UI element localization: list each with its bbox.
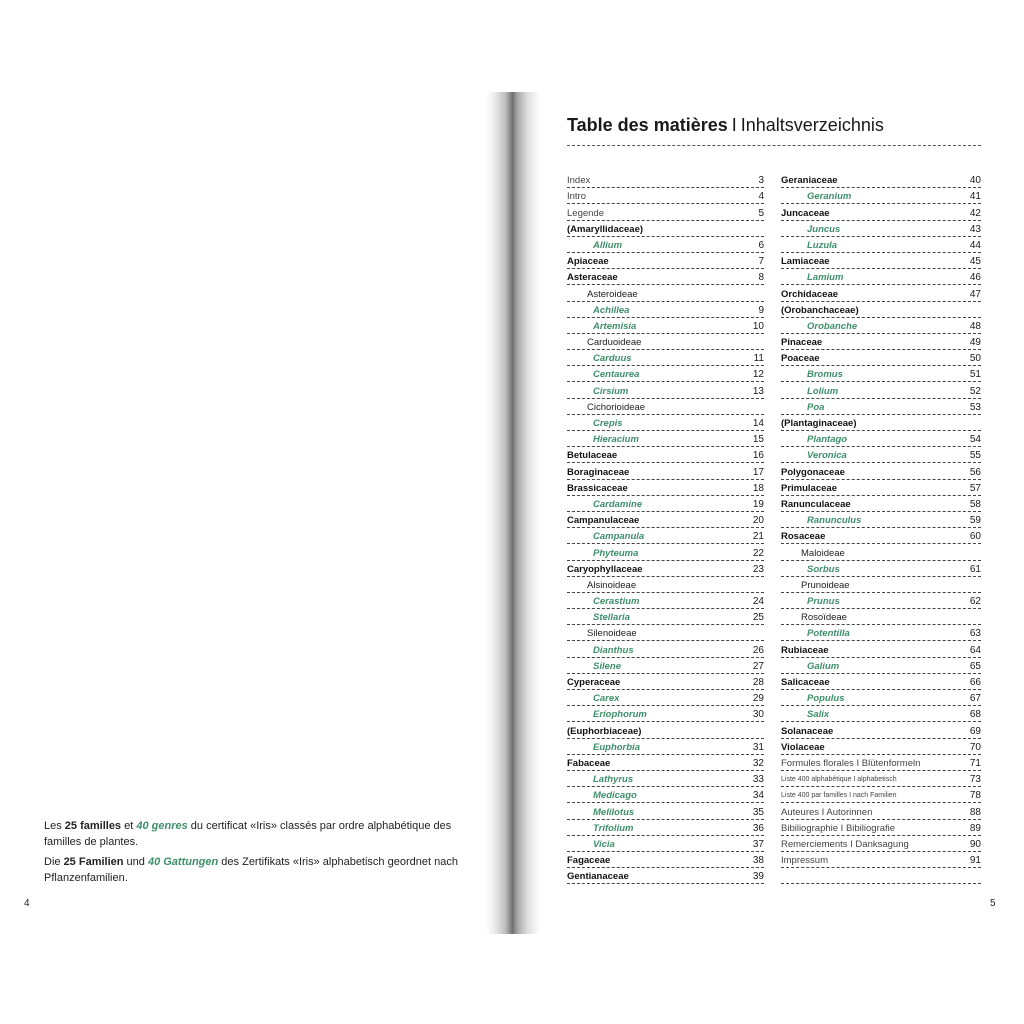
toc-entry-label: Betulaceae [567, 450, 618, 462]
toc-entry-label: Poaceae [781, 353, 820, 365]
toc-entry[interactable] [567, 204, 764, 220]
toc-entry[interactable] [781, 577, 981, 593]
toc-entry[interactable] [567, 706, 764, 722]
toc-entry[interactable] [567, 463, 764, 479]
toc-entry[interactable] [781, 528, 981, 544]
toc-entry-page: 41 [969, 191, 981, 203]
toc-entry-page: 56 [969, 466, 981, 478]
toc-entry[interactable] [781, 221, 981, 237]
toc-entry-label: Juncaceae [781, 207, 830, 219]
toc-entry-page: 52 [969, 385, 981, 397]
toc-entry[interactable] [781, 302, 981, 318]
toc-entry-page: 36 [752, 822, 764, 834]
toc-entry-label: Carduus [593, 353, 632, 365]
toc-entry-label: Intro [567, 191, 587, 203]
toc-entry[interactable] [781, 739, 981, 755]
toc-entry-label: Gentianaceae [567, 871, 629, 883]
toc-entry[interactable] [567, 771, 764, 787]
toc-entry-label: Bromus [807, 369, 843, 381]
toc-entry-label: Legende [567, 207, 604, 219]
toc-entry-label: Asteraceae [567, 272, 618, 284]
toc-entry-page: 16 [752, 450, 764, 462]
toc-entry[interactable] [781, 366, 981, 382]
toc-entry-page: 25 [752, 612, 764, 624]
intro-fr-part: du certificat «Iris» classés par ordre alphabétique des familles de plantes. [44, 820, 452, 848]
intro-de-part: Die [44, 856, 64, 868]
toc-entry-label: Vicia [593, 838, 615, 850]
toc-entry-label: (Euphorbiaceae) [567, 725, 642, 737]
toc-entry-page: 43 [969, 223, 981, 235]
toc-entry-page: 44 [969, 239, 981, 251]
toc-entry-page: 60 [969, 531, 981, 543]
toc-entry[interactable] [781, 593, 981, 609]
toc-entry-label: Salix [807, 709, 830, 721]
toc-entry-label: Impressum [781, 855, 828, 867]
toc-entry-page: 27 [752, 660, 764, 672]
toc-entry-label: Potentilla [807, 628, 850, 640]
toc-entry[interactable] [781, 269, 981, 285]
toc-entry[interactable] [781, 237, 981, 253]
toc-entry[interactable] [781, 350, 981, 366]
toc-entry-page: 78 [969, 790, 981, 802]
book-gutter-shadow-right [512, 92, 540, 934]
toc-entry-page: 3 [758, 175, 764, 187]
toc-entry-page: 24 [752, 596, 764, 608]
toc-entry-label: Melilotus [593, 806, 635, 818]
toc-entry-page: 35 [752, 806, 764, 818]
toc-entry-label: Apiaceae [567, 256, 609, 268]
toc-entry-page: 10 [752, 320, 764, 332]
toc-entry[interactable] [781, 399, 981, 415]
left-page [0, 92, 512, 934]
toc-entry[interactable] [567, 431, 764, 447]
toc-entry-page: 69 [969, 725, 981, 737]
toc-entry[interactable] [567, 836, 764, 852]
title-divider [567, 145, 981, 146]
toc-entry-label: Phyteuma [593, 547, 639, 559]
toc-entry-page: 23 [752, 563, 764, 575]
toc-entry-label: Fabaceae [567, 757, 611, 769]
toc-entry[interactable] [781, 836, 981, 852]
toc-entry-label: Bibiliographie I Bibiliografie [781, 822, 896, 834]
toc-entry[interactable] [781, 803, 981, 819]
toc-entry[interactable] [781, 706, 981, 722]
toc-entry-label: (Orobanchaceae) [781, 304, 859, 316]
toc-entry-page: 67 [969, 693, 981, 705]
toc-entry-label: Caryophyllaceae [567, 563, 643, 575]
toc-entry[interactable] [567, 787, 764, 803]
toc-entry[interactable] [567, 544, 764, 560]
toc-entry-label: Silene [593, 660, 621, 672]
toc-entry[interactable] [567, 172, 764, 188]
toc-entry[interactable] [567, 447, 764, 463]
toc-entry-label: Lathyrus [593, 774, 634, 786]
toc-entry[interactable] [781, 496, 981, 512]
toc-entry[interactable] [781, 771, 981, 787]
toc-entry[interactable] [781, 820, 981, 836]
toc-entry[interactable] [567, 755, 764, 771]
toc-entry-page: 26 [752, 644, 764, 656]
toc-entry-page: 33 [752, 774, 764, 786]
toc-title-separator: I [731, 115, 737, 135]
toc-entry-page: 30 [752, 709, 764, 721]
toc-entry-label: Remerciements I Danksagung [781, 838, 909, 850]
toc-title [567, 115, 884, 136]
toc-entry-page: 8 [758, 272, 764, 284]
toc-entry-label: Fagaceae [567, 855, 611, 867]
toc-entry[interactable] [781, 172, 981, 188]
toc-entry[interactable] [781, 188, 981, 204]
toc-entry-page: 47 [969, 288, 981, 300]
toc-entry-label: Lamium [807, 272, 844, 284]
toc-entry-page: 64 [969, 644, 981, 656]
toc-entry-label: Luzula [807, 239, 838, 251]
toc-entry-page: 50 [969, 353, 981, 365]
toc-entry[interactable] [567, 496, 764, 512]
toc-entry-label: Dianthus [593, 644, 634, 656]
toc-entry[interactable] [781, 625, 981, 641]
toc-entry-page: 37 [752, 838, 764, 850]
toc-entry[interactable] [567, 382, 764, 398]
toc-entry-page: 13 [752, 385, 764, 397]
toc-entry-page: 68 [969, 709, 981, 721]
toc-entry-page: 90 [969, 838, 981, 850]
toc-entry-page: 58 [969, 498, 981, 510]
toc-entry[interactable] [781, 609, 981, 625]
toc-entry-label: Lolium [807, 385, 839, 397]
toc-entry[interactable] [781, 318, 981, 334]
toc-entry[interactable] [567, 221, 764, 237]
toc-entry[interactable] [567, 512, 764, 528]
toc-entry[interactable] [567, 690, 764, 706]
intro-fr-part: et [121, 820, 137, 832]
toc-entry-page: 7 [758, 256, 764, 268]
toc-entry-label: Juncus [807, 223, 841, 235]
toc-entry-label: Maloideae [801, 547, 845, 559]
toc-entry-page: 57 [969, 482, 981, 494]
toc-entry-label: Poa [807, 401, 825, 413]
toc-entry-page: 4 [758, 191, 764, 203]
toc-entry-page: 48 [969, 320, 981, 332]
toc-entry-label: Crepis [593, 418, 623, 429]
toc-entry-label: Campanula [593, 531, 645, 543]
toc-entry[interactable] [567, 852, 764, 868]
toc-entry[interactable] [567, 739, 764, 755]
toc-entry-page: 42 [969, 207, 981, 219]
toc-entry-label: Veronica [807, 450, 847, 462]
toc-entry-label: Boraginaceae [567, 466, 630, 478]
toc-entry[interactable] [781, 204, 981, 220]
toc-entry-label: (Amaryllidaceae) [567, 223, 644, 235]
toc-entry[interactable] [781, 382, 981, 398]
toc-entry[interactable] [567, 577, 764, 593]
toc-entry-label: Hieracium [593, 434, 639, 446]
toc-entry-label: Cardamine [593, 498, 643, 510]
toc-entry-page: 14 [752, 418, 764, 429]
toc-entry-page: 49 [969, 337, 981, 349]
toc-column-left [567, 172, 764, 884]
intro-fr-genera: 40 genres [136, 820, 188, 832]
toc-entry[interactable] [567, 366, 764, 382]
toc-entry-page: 31 [752, 741, 764, 753]
toc-entry-page: 20 [752, 515, 764, 527]
toc-entry-label: Cirsium [593, 385, 629, 397]
toc-entry-label: Liste 400 par familles I nach Familien [781, 792, 897, 800]
toc-entry-page: 45 [969, 256, 981, 268]
toc-entry-page: 63 [969, 628, 981, 640]
toc-entry-label: Centaurea [593, 369, 640, 381]
toc-entry[interactable] [781, 674, 981, 690]
toc-entry-label: Auteures I Autorinnen [781, 806, 873, 818]
toc-entry-label: Allium [593, 239, 623, 251]
toc-entry-page: 91 [969, 855, 981, 867]
toc-entry-label: Campanulaceae [567, 515, 640, 527]
page-number-left: 4 [24, 898, 30, 909]
toc-entry-label: Prunoideae [801, 579, 850, 591]
toc-entry[interactable] [781, 334, 981, 350]
toc-entry[interactable] [781, 544, 981, 560]
toc-entry[interactable] [567, 803, 764, 819]
toc-entry-label: Stellaria [593, 612, 630, 624]
toc-entry[interactable] [567, 625, 764, 641]
toc-entry-label: Rubiaceae [781, 644, 829, 656]
intro-de-families: 25 Familien [63, 856, 124, 868]
toc-entry-page: 55 [969, 450, 981, 462]
toc-entry[interactable] [567, 334, 764, 350]
intro-fr-part: Les [44, 820, 65, 832]
toc-entry-label: Cyperaceae [567, 677, 621, 688]
toc-entry-label: Populus [807, 693, 845, 705]
intro-paragraph-fr [44, 818, 464, 850]
intro-de-part: und [123, 856, 148, 868]
toc-entry[interactable] [567, 253, 764, 269]
toc-entry-page: 89 [969, 822, 981, 834]
toc-entry-page: 22 [752, 547, 764, 559]
toc-entry[interactable] [781, 755, 981, 771]
toc-entry-label: Geraniaceae [781, 175, 838, 187]
toc-entry[interactable] [567, 415, 764, 431]
toc-entry-page: 73 [969, 774, 981, 786]
toc-entry-label: Cichorioideae [587, 401, 646, 413]
intro-text [44, 818, 464, 890]
toc-entry-label: Geranium [807, 191, 852, 203]
toc-entry[interactable] [781, 447, 981, 463]
toc-entry-label: Asteroideae [587, 288, 638, 300]
toc-entry-page: 32 [752, 757, 764, 769]
toc-entry-label: Artemisia [593, 320, 637, 332]
toc-entry-page: 6 [758, 239, 764, 251]
toc-entry[interactable] [781, 415, 981, 431]
toc-entry-label: (Plantaginaceae) [781, 418, 857, 429]
toc-entry-label: Ranunculaceae [781, 498, 851, 510]
toc-entry-label: Galium [807, 660, 840, 672]
toc-entry-label: Solanaceae [781, 725, 834, 737]
toc-entry[interactable] [781, 658, 981, 674]
toc-column-right [781, 172, 981, 884]
toc-entry-page: 61 [969, 563, 981, 575]
toc-entry-label: Formules florales I Blütenformeln [781, 757, 921, 769]
toc-entry[interactable] [567, 674, 764, 690]
toc-entry-page: 29 [752, 693, 764, 705]
toc-entry-label: Ranunculus [807, 515, 862, 527]
toc-entry[interactable] [567, 269, 764, 285]
toc-entry-label: Silenoideae [587, 628, 637, 640]
toc-entry-page: 21 [752, 531, 764, 543]
toc-entry-label: Rosoïdeae [801, 612, 847, 624]
toc-entry-label: Index [567, 175, 591, 187]
toc-entry[interactable] [567, 480, 764, 496]
toc-entry-page: 28 [752, 677, 764, 688]
toc-entry[interactable] [567, 868, 764, 884]
toc-entry-label: Salicaceae [781, 677, 830, 688]
toc-entry-label: Plantago [807, 434, 848, 446]
toc-entry-page: 11 [753, 353, 764, 365]
toc-entry-label: Rosaceae [781, 531, 826, 543]
toc-entry-page: 17 [752, 466, 764, 478]
toc-entry[interactable] [781, 787, 981, 803]
toc-entry[interactable] [781, 722, 981, 738]
toc-entry-label: Liste 400 alphabétique I alphabetisch [781, 776, 897, 784]
toc-entry-page: 65 [969, 660, 981, 672]
toc-entry[interactable] [781, 285, 981, 301]
toc-entry-label: Pinaceae [781, 337, 823, 349]
toc-entry-page: 62 [969, 596, 981, 608]
toc-entry-page: 88 [969, 806, 981, 818]
toc-entry[interactable] [567, 820, 764, 836]
toc-entry-label: Trifolium [593, 822, 634, 834]
toc-entry[interactable] [567, 237, 764, 253]
toc-entry-label: Polygonaceae [781, 466, 845, 478]
toc-entry[interactable] [781, 561, 981, 577]
toc-entry[interactable] [781, 690, 981, 706]
toc-entry[interactable] [567, 593, 764, 609]
toc-entry-label: Carex [593, 693, 620, 705]
toc-entry[interactable] [567, 722, 764, 738]
toc-entry[interactable] [781, 480, 981, 496]
intro-paragraph-de [44, 854, 464, 886]
toc-entry-page: 9 [758, 304, 764, 316]
toc-entry[interactable] [781, 868, 981, 884]
toc-title-fr: Table des matières [567, 115, 728, 135]
toc-entry[interactable] [567, 609, 764, 625]
intro-de-part: des Zertifikats «Iris» alphabetisch geordnet nach Pflanzenfamilien. [44, 856, 458, 884]
toc-title-de: Inhaltsverzeichnis [740, 115, 884, 135]
toc-entry[interactable] [781, 463, 981, 479]
toc-entry[interactable] [781, 641, 981, 657]
toc-entry[interactable] [781, 512, 981, 528]
toc-entry-page: 54 [969, 434, 981, 446]
toc-entry-label: Primulaceae [781, 482, 837, 494]
toc-entry-page: 12 [752, 369, 764, 381]
intro-de-genera: 40 Gattungen [147, 856, 219, 868]
toc-entry-page: 46 [969, 272, 981, 284]
toc-entry[interactable] [781, 852, 981, 868]
toc-entry-label: Brassicaceae [567, 482, 628, 494]
book-gutter-shadow-left [486, 92, 512, 934]
toc-entry[interactable] [567, 188, 764, 204]
toc-entry[interactable] [781, 253, 981, 269]
toc-entry-label: Orobanche [807, 320, 858, 332]
toc-entry[interactable] [781, 431, 981, 447]
toc-entry-page: 5 [758, 207, 764, 219]
toc-entry-page: 34 [752, 790, 764, 802]
toc-entry-page: 19 [752, 498, 764, 510]
toc-entry-label: Cerastium [593, 596, 640, 608]
toc-entry[interactable] [567, 528, 764, 544]
toc-entry[interactable] [567, 285, 764, 301]
page-number-right: 5 [990, 898, 996, 909]
intro-fr-families: 25 familles [64, 820, 122, 832]
toc-entry[interactable] [567, 658, 764, 674]
toc-entry-label: Alsinoideae [587, 579, 637, 591]
toc-entry-label: Violaceae [781, 741, 825, 753]
toc-entry-label: Lamiaceae [781, 256, 830, 268]
toc-entry[interactable] [567, 399, 764, 415]
toc-entry-label: Carduoideae [587, 337, 642, 349]
toc-entry-page: 18 [752, 482, 764, 494]
toc-entry-page: 39 [752, 871, 764, 883]
toc-entry-page: 51 [969, 369, 981, 381]
toc-entry-page: 53 [969, 401, 981, 413]
toc-entry-page: 59 [969, 515, 981, 527]
toc-entry-page: 15 [752, 434, 764, 446]
toc-entry-label: Eriophorum [593, 709, 647, 721]
toc-entry-label: Euphorbia [593, 741, 640, 753]
toc-entry-label: Sorbus [807, 563, 840, 575]
toc-entry[interactable] [567, 641, 764, 657]
toc-entry-label: Prunus [807, 596, 840, 608]
toc-entry-label: Orchidaceae [781, 288, 839, 300]
toc-entry-page: 40 [969, 175, 981, 187]
toc-entry-label: Achillea [593, 304, 630, 316]
toc-entry[interactable] [567, 561, 764, 577]
toc-entry[interactable] [567, 302, 764, 318]
toc-entry-page: 71 [969, 757, 981, 769]
toc-entry-page: 66 [969, 677, 981, 688]
toc-entry-label: Medicago [593, 790, 637, 802]
toc-entry[interactable] [567, 318, 764, 334]
toc-entry[interactable] [567, 350, 764, 366]
toc-entry-page: 70 [969, 741, 981, 753]
toc-entry-page: 38 [752, 855, 764, 867]
